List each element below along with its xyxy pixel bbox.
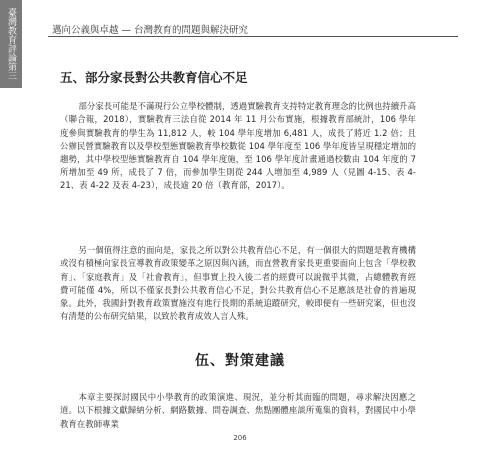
page-number: 206	[233, 434, 247, 442]
chapter-heading: 伍、對策建議	[195, 353, 285, 369]
header-divider	[48, 36, 458, 37]
running-header: 邁向公義與卓越 — 台灣教育的問題與解決研究	[52, 25, 249, 36]
section-heading: 五、部分家長對公共教育信心不足	[60, 70, 248, 85]
side-chapter-tab: 臺灣教育評論第三	[0, 0, 22, 88]
body-paragraph: 本章主要探討國民中小學教育的政策演進、現況，並分析其面臨的問題，尋求解決因應之道。以下根據文獻歸納分析、網路數據、問卷調查、焦點團體座談所蒐集的資料，對國民中小學教育在教師專業	[60, 392, 416, 429]
body-paragraph: 部分家長可能是不滿現行公立學校體制，透過實驗教育支持特定教育理念的比例也持續升高（聯合報，2018），實驗教育三法自從 2014 年 11 月公布實施，根據教育部統計，106 學年度參與實驗教育的學生為 11,812 人，較 104 學年度增加 6,481 人，成長了將近 1.2 倍；且公辦民營實驗教育以及學校型態實驗教育學校數從 104 學年度至 106 學年度皆呈現穩定增加的趨勢，其中學校型態實驗教育自 104 學年度施，至 106 學年度計畫通過校數由 104 年度的 7 所增加至 49 所，成長了 7 倍，而參加學生則從 244 人增加至 4,989 人（見圖 4-15、表 4-21、表 4-22 及表 4-23），成長逾 20 倍（教育部，2017）。	[60, 101, 416, 190]
body-paragraph: 另一個值得注意的面向是，家長之所以對公共教育信心不足，有一個很大的問題是教育機構或沒有積極向家長宣導教育政策變革之原因與內涵，而直營教育家長更重要面向上包含「學校教育」、「家庭教育」及「社會教育」，但事實上投入後二者的經費可以說微乎其微，占總體教育經費可能僅 4%，所以不僅家長對公共教育信心不足，對公共教育信心不足應該是社會的普遍現象。此外，我國針對教育政策實施沒有進行長期的系統追蹤研究，較即便有一些研究案，但也沒有清楚的公布研究結果，以致於教育成效人言人殊。	[60, 245, 416, 321]
